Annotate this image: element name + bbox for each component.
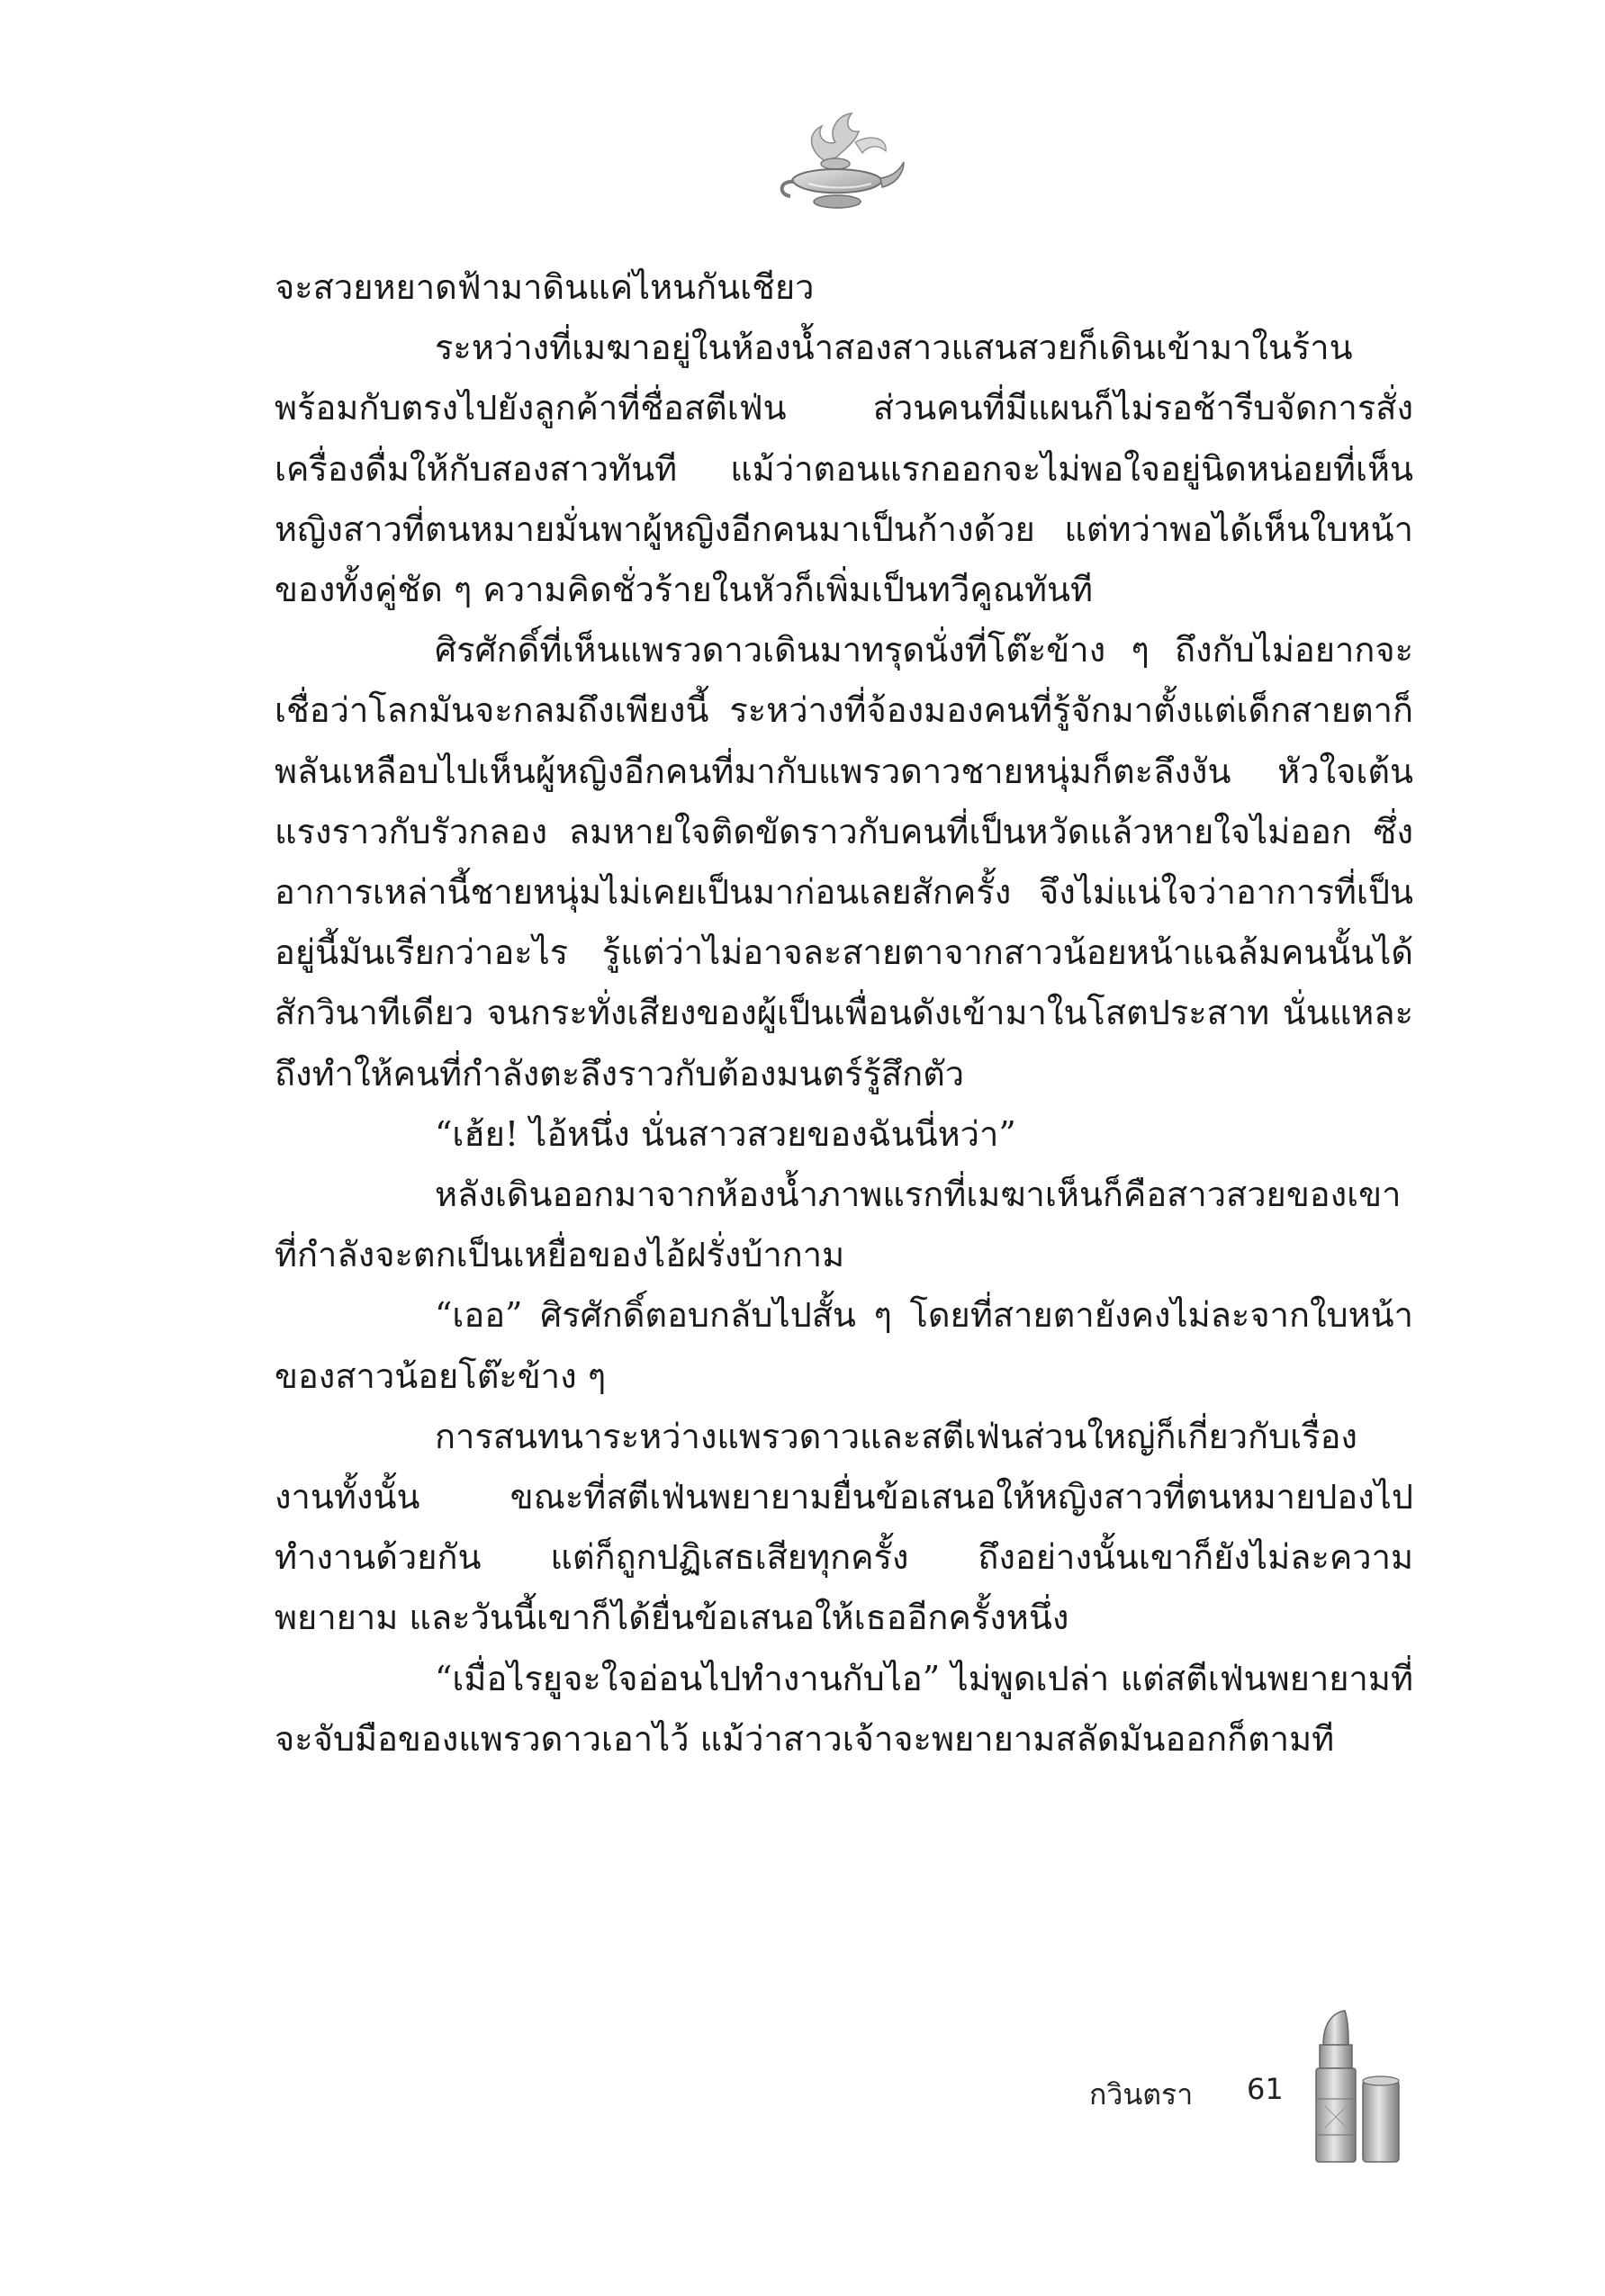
paragraph: “เออ” ศิรศักดิ์ตอบกลับไปสั้น ๆ โดยที่สายตายังคงไม่ละจากใบหน้าของสาวน้อยโต๊ะข้าง ๆ (275, 1295, 1413, 1396)
paragraph: “เฮ้ย! ไอ้หนึ่ง นั่นสาวสวยของฉันนี่หว่า” (435, 1113, 1016, 1154)
author-name: กวินตรา (1089, 2077, 1194, 2111)
paragraph: ศิรศักดิ์ที่เห็นแพรวดาวเดินมาทรุดนั่งที่โต๊ะข้าง ๆ ถึงกับไม่อยากจะเชื่อว่าโลกมันจะกลมถึงเพียงนี้ ระหว่างที่จ้องมองคนที่รู้จักมาตั้งแต่เด็กสายตาก็พลันเหลือบไปเห็นผู้หญิงอีกคนที่มากับแพรวดาวชายหนุ่มก็ตะลึงงัน หัวใจเต้นแรงราวกับรัวกลอง ลมหายใจติดขัดราวกับคนที่เป็นหวัดแล้วหายใจไม่ออก ซึ่งอาการเหล่านี้ชายหนุ่มไม่เคยเป็นมาก่อนเลยสักครั้ง จึงไม่แน่ใจว่าอาการที่เป็นอยู่นี้มันเรียกว่าอะไร รู้แต่ว่าไม่อาจละสายตาจากสาวน้อยหน้าแฉล้มคนนั้นได้สักวินาทีเดียว จนกระทั่งเสียงของผู้เป็นเพื่อนดังเข้ามาในโสตประสาท นั่นแหละถึงทำให้คนที่กำลังตะลึงราวกับต้องมนตร์รู้สึกตัว (275, 630, 1413, 1094)
lipstick-icon (1307, 2009, 1406, 2166)
paragraph: ระหว่างที่เมฆาอยู่ในห้องน้ำสองสาวแสนสวยก็เดินเข้ามาในร้านพร้อมกับตรงไปยังลูกค้าที่ชื่อสตีเฟ่น ส่วนคนที่มีแผนก็ไม่รอช้ารีบจัดการสั่งเครื่องดื่มให้กับสองสาวทันที แม้ว่าตอนแรกออกจะไม่พอใจอยู่นิดหน่อยที่เห็นหญิงสาวที่ตนหมายมั่นพาผู้หญิงอีกคนมาเป็นก้างด้วย แต่ทว่าพอได้เห็นใบหน้าของทั้งคู่ชัด ๆ ความคิดชั่วร้ายในหัวก็เพิ่มเป็นทวีคูณทันที (275, 328, 1413, 610)
paragraph: หลังเดินออกมาจากห้องน้ำภาพแรกที่เมฆาเห็นก็คือสาวสวยของเขาที่กำลังจะตกเป็นเหยื่อของไอ้ฝรั่งบ้ากาม (275, 1175, 1402, 1275)
page-number: 61 (1247, 2072, 1284, 2106)
genie-lamp-icon (772, 106, 907, 232)
body-text (275, 257, 1413, 1769)
paragraph: การสนทนาระหว่างแพรวดาวและสตีเฟ่นส่วนใหญ่ก็เกี่ยวกับเรื่องงานทั้งนั้น ขณะที่สตีเฟ่นพยายามยื่นข้อเสนอให้หญิงสาวที่ตนหมายปองไปทำงานด้วยกัน แต่ก็ถูกปฏิเสธเสียทุกครั้ง ถึงอย่างนั้นเขาก็ยังไม่ละความพยายาม และวันนี้เขาก็ได้ยื่นข้อเสนอให้เธออีกครั้งหนึ่ง (275, 1416, 1413, 1638)
paragraph: จะสวยหยาดฟ้ามาดินแค่ไหนกันเชียว (275, 267, 815, 307)
paragraph: “เมื่อไรยูจะใจอ่อนไปทำงานกับไอ” ไม่พูดเปล่า แต่สตีเฟ่นพยายามที่จะจับมือของแพรวดาวเอาไว้ แม้ว่าสาวเจ้าจะพยายามสลัดมันออกก็ตามที (275, 1658, 1413, 1759)
